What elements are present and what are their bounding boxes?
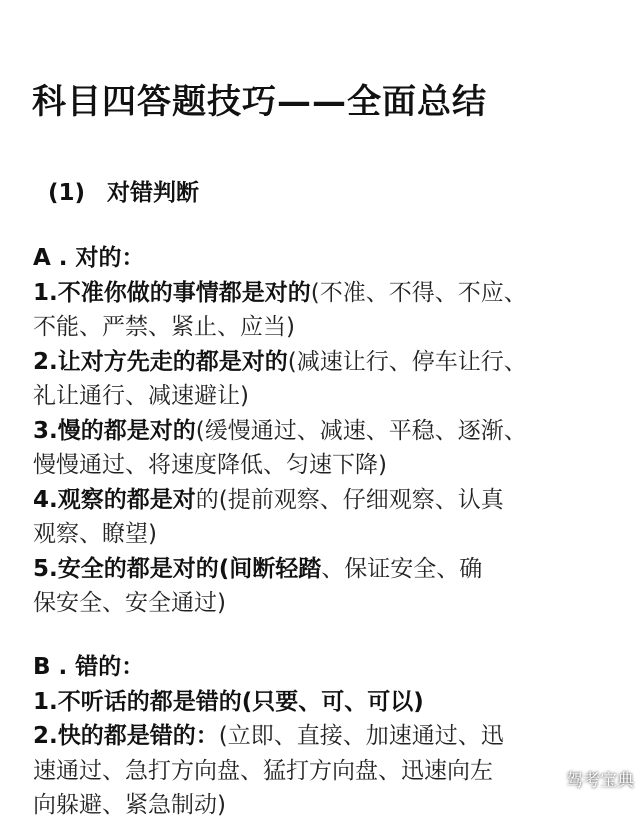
list-item-bold: 2.让对方先走的都是对的 — [33, 348, 288, 375]
list-item-text: 不能、严禁、紧止、应当) — [33, 314, 295, 340]
section-correct — [33, 241, 623, 621]
list-item — [33, 276, 623, 311]
list-item-text: 礼让通行、减速避让) — [33, 383, 249, 409]
section-b-heading: B . 错的： — [33, 654, 145, 680]
list-item-text: 速通过、急打方向盘、猛打方向盘、迅速向左 — [33, 757, 493, 784]
list-item — [33, 552, 623, 587]
list-item — [33, 379, 623, 414]
list-item-bold: 2.快的都是错的： — [33, 723, 219, 749]
list-item-text: (立即、直接、加速通过、迅 — [218, 723, 504, 749]
list-item — [33, 414, 623, 449]
list-item-bold: 1.不准你做的事情都是对的 — [33, 279, 311, 306]
list-item — [33, 345, 623, 380]
section-a-heading: A . 对的： — [33, 245, 145, 271]
list-item-text: 向躲避、紧急制动) — [33, 792, 226, 818]
list-item — [33, 754, 623, 789]
list-item-text: (缓慢通过、减速、平稳、逐渐、 — [195, 417, 527, 444]
list-item — [33, 517, 623, 552]
list-item — [33, 586, 623, 621]
section-subtitle — [48, 174, 199, 207]
list-item — [33, 448, 623, 483]
section-wrong — [33, 650, 623, 823]
page-title: 科目四答题技巧——全面总结 — [32, 82, 487, 122]
list-item-bold: 1.不听话的都是错的(只要、可、可以) — [33, 688, 424, 715]
watermark: 驾考宝典 — [566, 771, 634, 791]
list-item-bold: 5.安全的都是对的(间断轻踏 — [33, 555, 322, 582]
list-item-text: 保安全、安全通过) — [33, 590, 226, 616]
list-item — [33, 483, 623, 518]
list-item-text: 、保证安全、确 — [321, 555, 483, 582]
list-item-text: 的(提前观察、仔细观察、认真 — [195, 486, 504, 513]
list-item-text: 慢慢通过、将速度降低、匀速下降) — [33, 452, 387, 478]
list-item-bold: 4.观察的都是对 — [33, 486, 196, 513]
subtitle-text: 对错判断 — [107, 180, 200, 206]
subtitle-number: (1) — [48, 180, 86, 206]
list-item-text: (不准、不得、不应、 — [310, 279, 527, 306]
list-item — [33, 310, 623, 345]
list-item — [33, 685, 623, 720]
list-item — [33, 788, 623, 823]
list-item-text: 观察、瞭望) — [33, 521, 157, 547]
list-item-bold: 3.慢的都是对的 — [33, 417, 196, 444]
list-item-text: (减速让行、停车让行、 — [287, 348, 527, 375]
list-item — [33, 719, 623, 754]
